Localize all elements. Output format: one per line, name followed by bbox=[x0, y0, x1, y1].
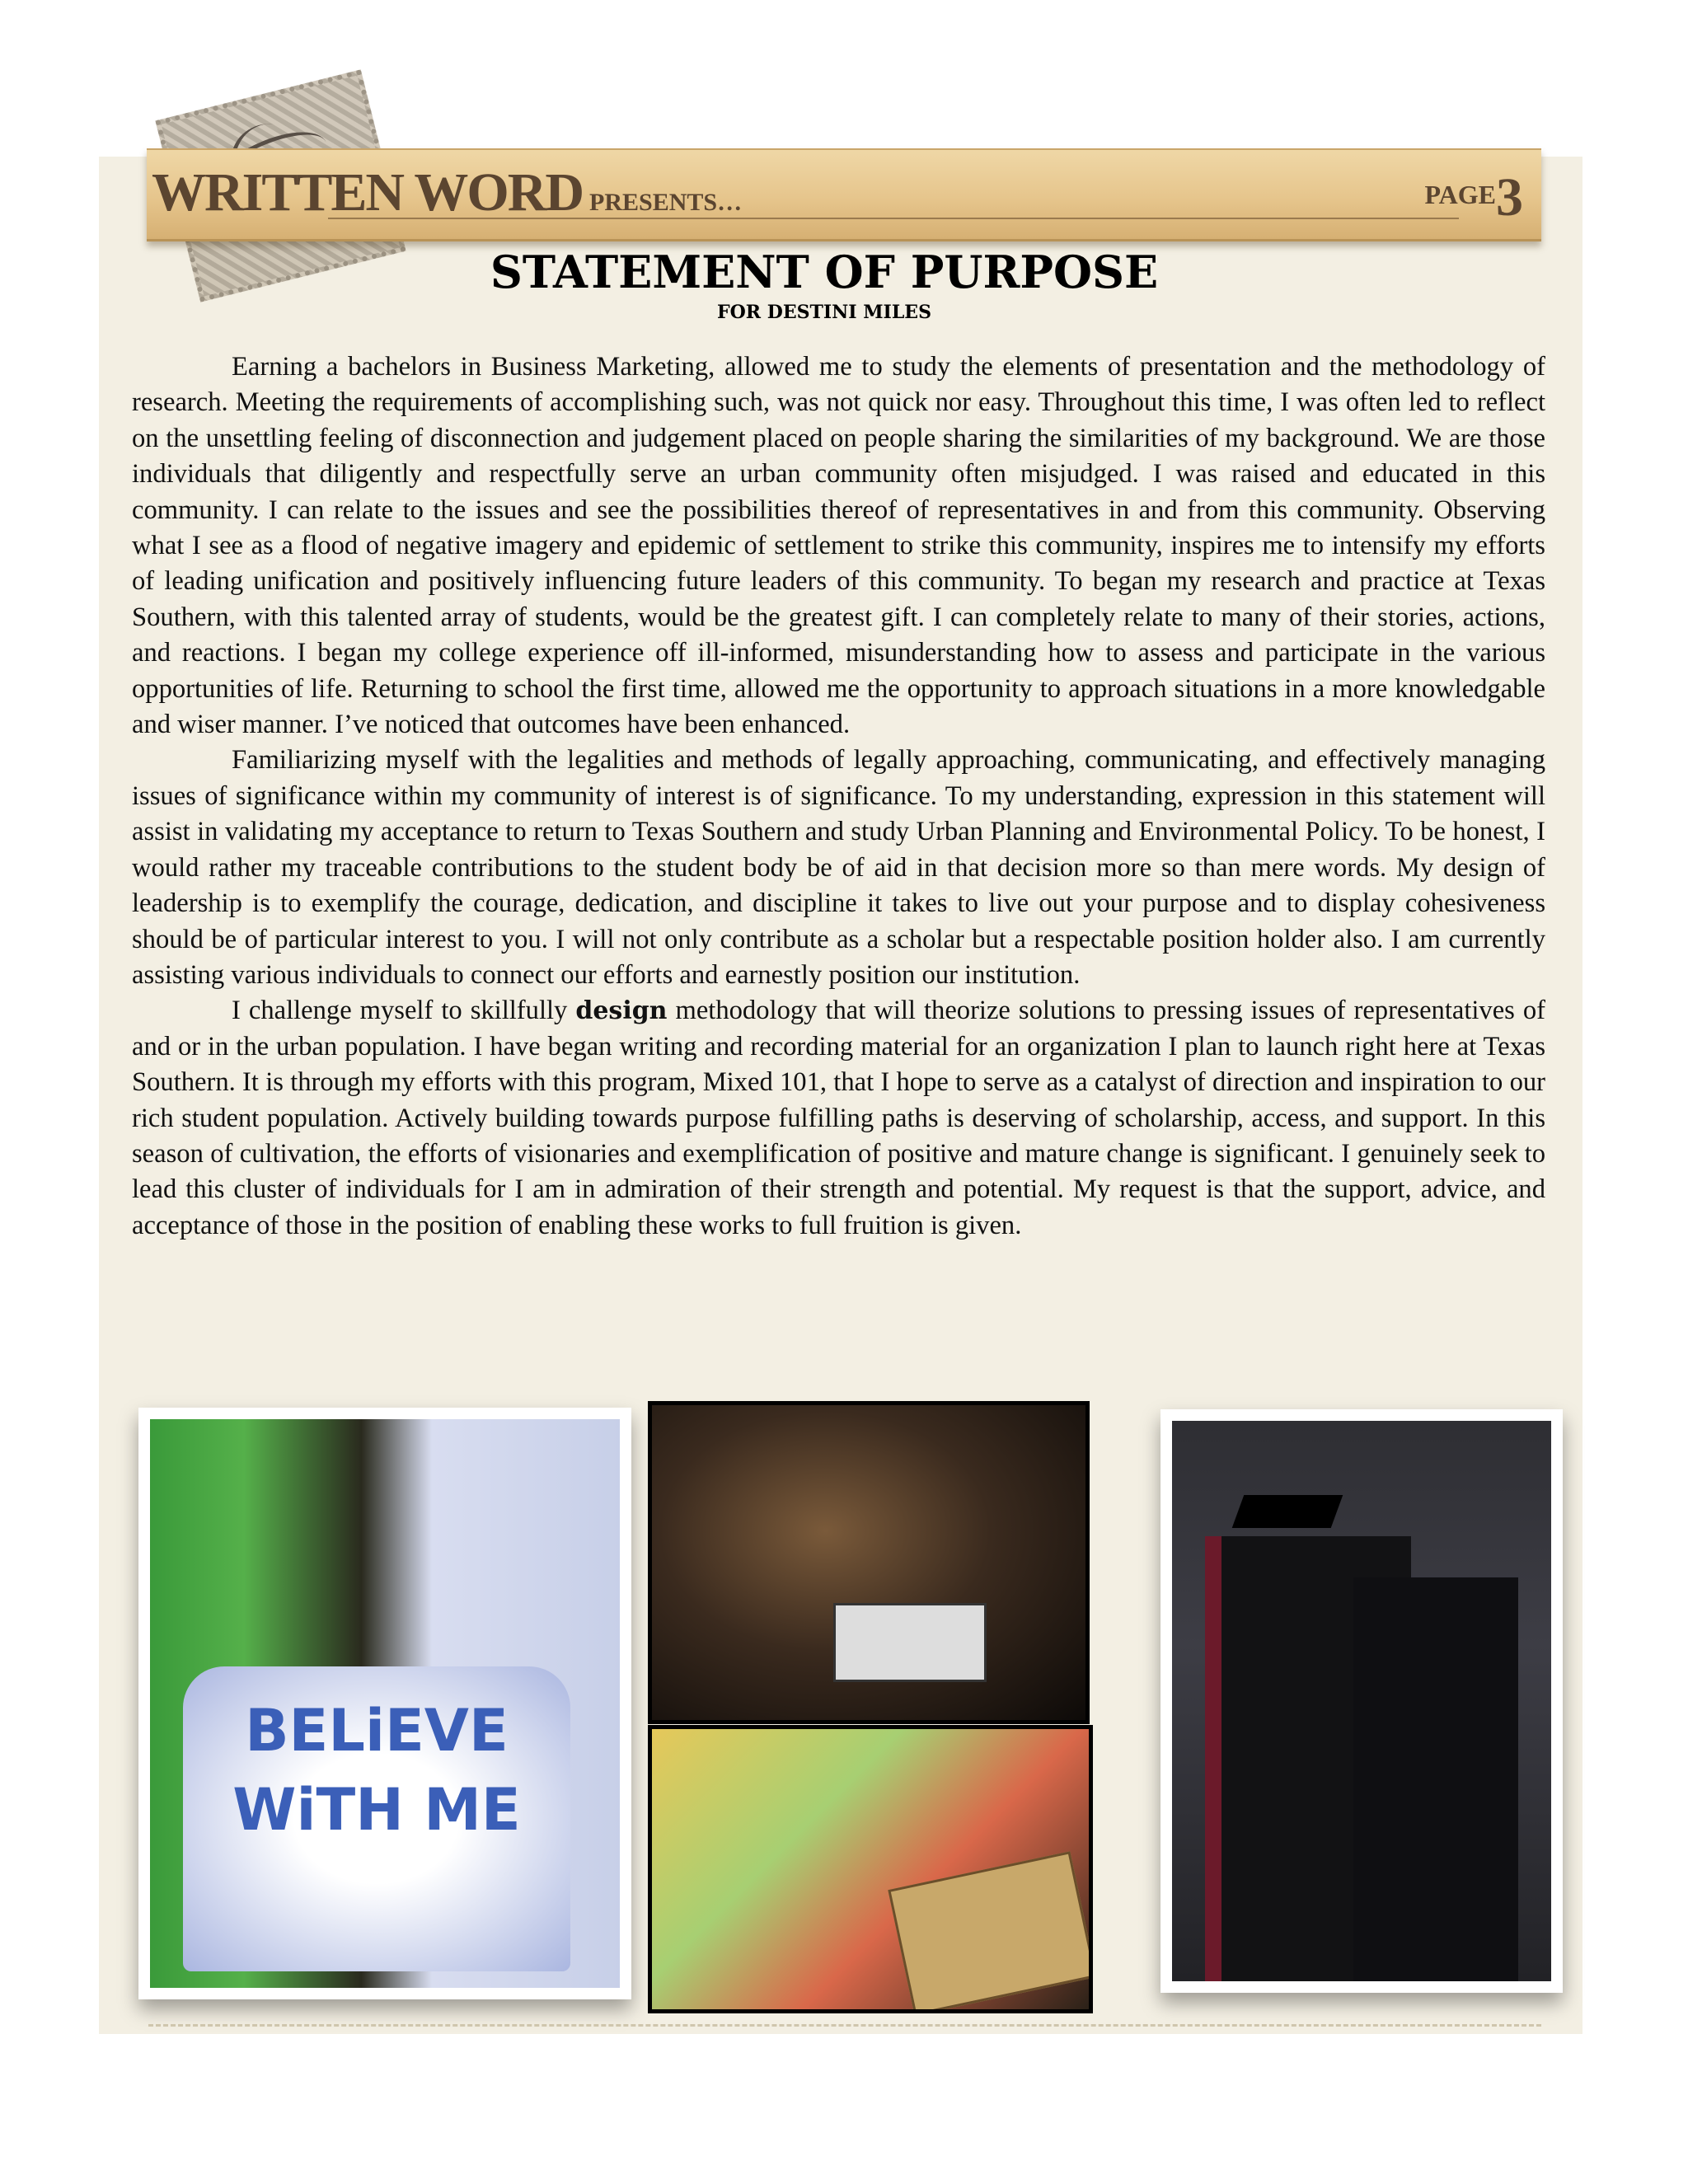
footer-rule bbox=[148, 2024, 1541, 2027]
publication-name: WRITTEN WORD bbox=[152, 162, 584, 223]
cake-shape bbox=[888, 1851, 1093, 2013]
paragraph-3-start: I challenge myself to skillfully bbox=[232, 996, 576, 1026]
photo-believe-shirt bbox=[138, 1408, 631, 1999]
page-indicator bbox=[1424, 166, 1523, 229]
emphasis-design: design bbox=[575, 996, 668, 1026]
photo-stage-image bbox=[652, 1405, 1085, 1720]
document-subtitle: FOR DESTINI MILES bbox=[717, 302, 931, 323]
photo-celebration-image bbox=[652, 1729, 1089, 2009]
statement-body bbox=[132, 349, 1545, 1244]
page-number: 3 bbox=[1496, 167, 1523, 227]
photo-celebration bbox=[648, 1725, 1093, 2013]
paragraph-3 bbox=[132, 993, 1545, 1244]
banner-rule bbox=[328, 218, 1459, 219]
dj-equipment-shape bbox=[833, 1603, 987, 1682]
photo-graduation bbox=[1160, 1409, 1563, 1993]
publication-subtitle: PRESENTS… bbox=[589, 189, 743, 216]
paragraph-1: Earning a bachelors in Business Marketing, allowed me to study the elements of presentation and the methodology of research. Meeting the requirements of accomplishing such, was not quick nor easy. Throughout this time, I was often led to reflect on the unsettling feeling of disconnection and judgement placed on people sharing the similarities of my background. We are those individuals that diligently and respectfully serve an urban community often misjudged. I was raised and educated in this community. I can relate to the issues and see the possibilities thereof of representatives in and from this community. Observing what I see as a flood of negative imagery and epidemic of settlement to strike this community, inspires me to intensify my efforts of leading unification and positively influencing future leaders of this community. To began my research and practice at Texas Southern, with this talented array of students, would be the greatest gift. I can completely relate to many of their stories, actions, and reactions. I began my college experience off ill-informed, misunderstanding how to assess and participate in the various opportunities of life. Returning to school the first time, allowed me the opportunity to approach situations in a more knowledgable and wiser manner. I’ve noticed that outcomes have been enhanced. bbox=[132, 352, 1545, 740]
page-label: PAGE bbox=[1424, 180, 1496, 209]
shirt-lettering: BELiEVE WiTH ME bbox=[232, 1697, 521, 1844]
paragraph-3-end: methodology that will theorize solutions to pressing issues of representatives of and or in the urban population. I have began writing and recording material for an organization I plan to launch right here at Texas Southern. It is through my efforts with this program, Mixed 101, that I hope to serve as a catalyst of direction and inspiration to our rich student population. Actively building towards purpose fulfilling paths is deserving of scholarship, access, and support. In this season of cultivation, the efforts of visionaries and exemplification of positive and mature change is significant. I genuinely seek to lead this cluster of individuals for I am in admiration of their strength and potential. My request is that the support, advice, and acceptance of those in the position of enabling these works to full fruition is given. bbox=[132, 996, 1546, 1240]
header-banner bbox=[147, 148, 1541, 241]
photo-stage-performance bbox=[648, 1401, 1090, 1724]
photo-graduation-image bbox=[1172, 1421, 1551, 1981]
gown-shape bbox=[1353, 1577, 1518, 1981]
document-title: STATEMENT OF PURPOSE bbox=[490, 246, 1159, 298]
paragraph-2: Familiarizing myself with the legalities and methods of legally approaching, communicating, and effectively managing issues of significance within my community of interest is of significance. To my understanding, expression in this statement will assist in validating my acceptance to return to Texas Southern and study Urban Planning and Environmental Policy. To be honest, I would rather my traceable contributions to the student body be of aid in that decision more so than mere words. My design of leadership is to exemplify the courage, dedication, and discipline it takes to live out your purpose and to display cohesiveness should be of particular interest to you. I will not only contribute as a scholar but a respectable position holder also. I am currently assisting various individuals to connect our efforts and earnestly position our institution. bbox=[132, 745, 1545, 990]
cap-shape bbox=[1232, 1495, 1343, 1528]
publication-title bbox=[152, 162, 742, 224]
photo-believe-image bbox=[150, 1419, 620, 1988]
